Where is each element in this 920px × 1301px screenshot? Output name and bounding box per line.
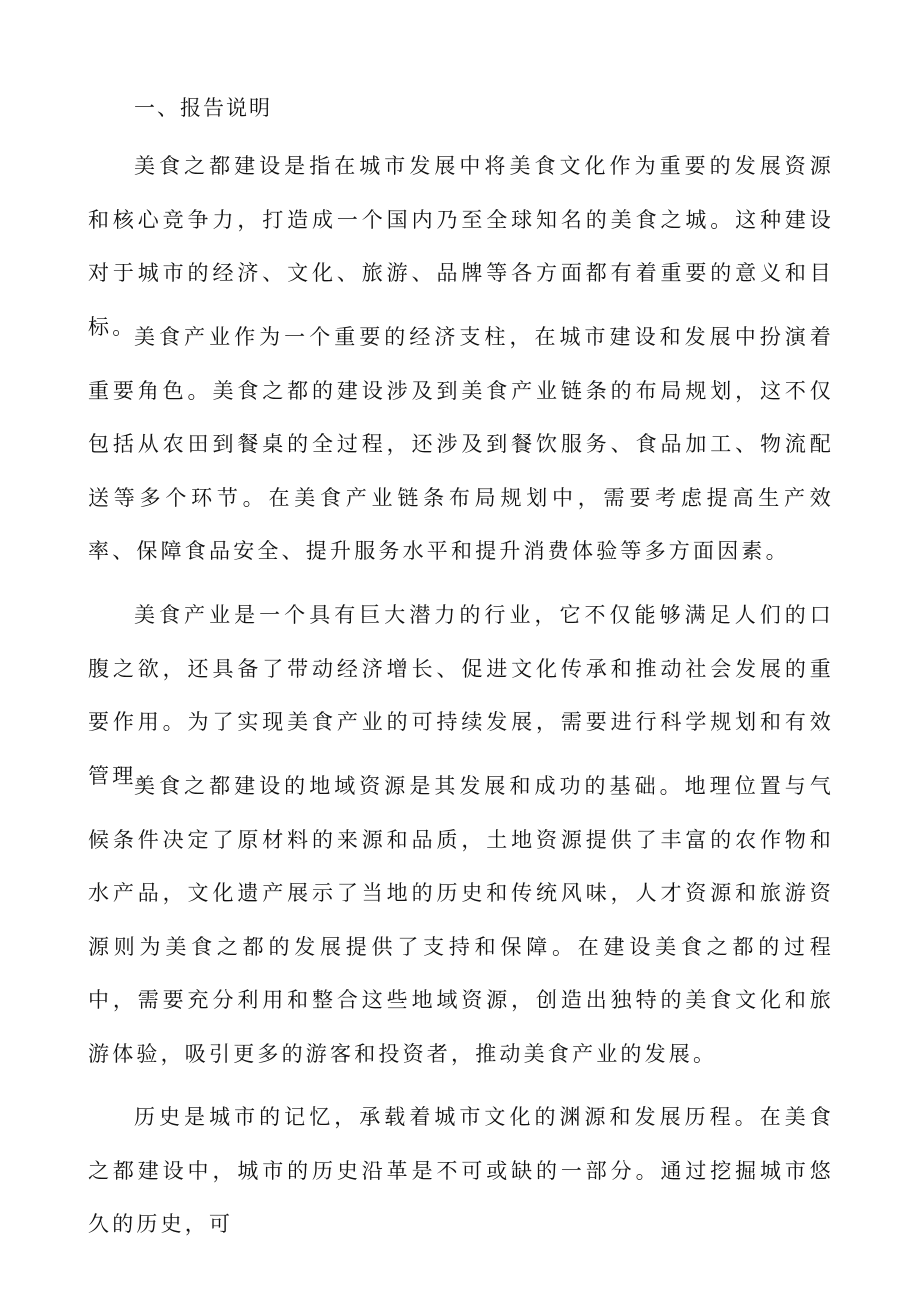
paragraph-regional-resources: 美食之都建设的地域资源是其发展和成功的基础。地理位置与气候条件决定了原材料的来源和品质，土地资源提供了丰富的农作物和水产品，文化遗产展示了当地的历史和传统风味，人才资源和旅游资源则为美食之都的发展提供了支持和保障。在建设美食之都的过程中，需要充分利用和整合这些地域资源，创造出独特的美食文化和旅游体验，吸引更多的游客和投资者，推动美食产业的发展。 (88, 774, 834, 1066)
paragraph-industry-chain: 美食产业作为一个重要的经济支柱，在城市建设和发展中扮演着重要角色。美食之都的建设涉及到美食产业链条的布局规划，这不仅包括从农田到餐桌的全过程，还涉及到餐饮服务、食品加工、物流配送等多个环节。在美食产业链条布局规划中，需要考虑提高生产效率、保障食品安全、提升服务水平和提升消费体验等多方面因素。 (88, 325, 834, 563)
paragraph-industry-potential: 美食产业是一个具有巨大潜力的行业，它不仅能够满足人们的口腹之欲，还具备了带动经济增长、促进文化传承和推动社会发展的重要作用。为了实现美食产业的可持续发展，需要进行科学规划和有效管理。 (88, 603, 834, 788)
paragraph-city-history: 历史是城市的记忆，承载着城市文化的渊源和发展历程。在美食之都建设中，城市的历史沿革是不可或缺的一部分。通过挖掘城市悠久的历史，可 (88, 1105, 834, 1236)
section-heading: 一、报告说明 (134, 96, 272, 120)
paragraph-overview: 美食之都建设是指在城市发展中将美食文化作为重要的发展资源和核心竞争力，打造成一个国内乃至全球知名的美食之城。这种建设对于城市的经济、文化、旅游、品牌等各方面都有着重要的意义和目标。 (88, 154, 834, 339)
